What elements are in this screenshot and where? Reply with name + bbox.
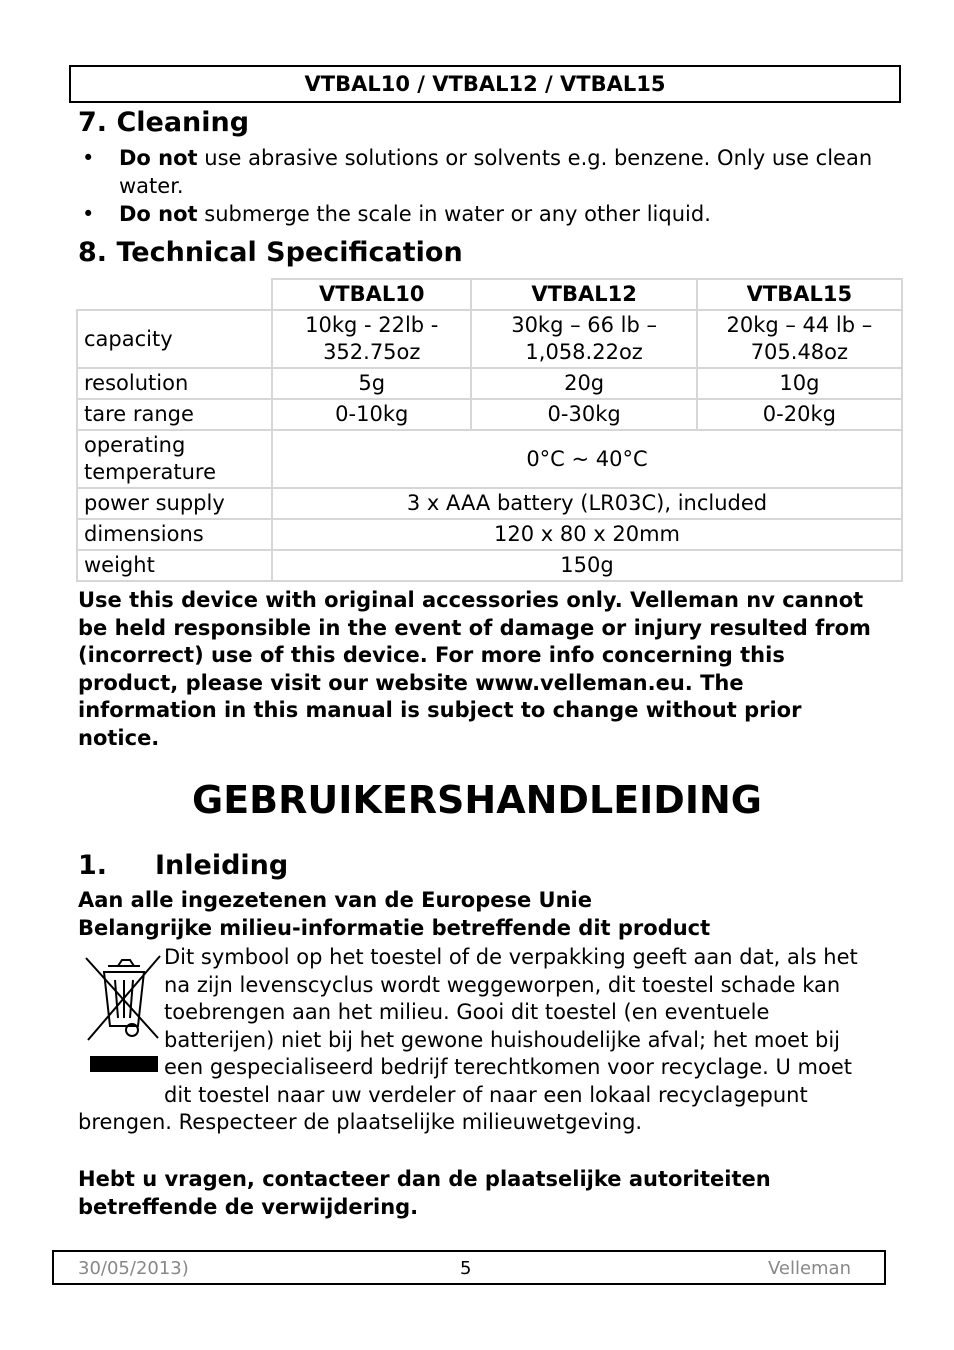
footer-date: 30/05/2013) <box>78 1258 189 1279</box>
page-footer <box>52 1250 886 1285</box>
table-row <box>77 399 902 430</box>
intro-heading <box>78 850 288 881</box>
cell: 10kg - 22lb - 352.75oz <box>272 310 471 368</box>
model-header <box>69 65 901 103</box>
table-row <box>77 550 902 581</box>
row-label: power supply <box>77 488 272 519</box>
cell: 120 x 80 x 20mm <box>272 519 902 550</box>
page-number: 5 <box>460 1258 472 1279</box>
spec-heading: 8. Technical Specification <box>78 237 463 268</box>
row-label: dimensions <box>77 519 272 550</box>
eu-heading: Aan alle ingezetenen van de Europese Unie <box>78 888 592 912</box>
spec-header-row <box>77 279 902 310</box>
col-header: VTBAL10 <box>272 279 471 310</box>
cell: 10g <box>697 368 902 399</box>
intro-number: 1. <box>78 850 108 881</box>
cell: 20g <box>471 368 696 399</box>
row-label: weight <box>77 550 272 581</box>
row-label: resolution <box>77 368 272 399</box>
row-label: tare range <box>77 399 272 430</box>
contact-paragraph: Hebt u vragen, contacteer dan de plaatselijke autoriteiten betreffende de verwijdering. <box>78 1167 771 1219</box>
env-heading: Belangrijke milieu-informatie betreffende dit product <box>78 916 711 940</box>
row-label: operating temperature <box>77 430 272 488</box>
cell: 5g <box>272 368 471 399</box>
table-row <box>77 310 902 368</box>
spec-table <box>76 278 903 582</box>
cell: 30kg – 66 lb – 1,058.22oz <box>471 310 696 368</box>
table-row <box>77 519 902 550</box>
document-title: GEBRUIKERSHANDLEIDING <box>192 778 762 822</box>
cell: 0°C ~ 40°C <box>272 430 902 488</box>
table-row <box>77 430 902 488</box>
cell: 0-20kg <box>697 399 902 430</box>
row-label: capacity <box>77 310 272 368</box>
weee-text: Dit symbool op het toestel of de verpakking geeft aan dat, als het na zijn levenscyclus wordt weggeworpen, dit toestel schade kan toebrengen aan het milieu. Gooi dit toestel (en eventuele batterijen) niet bij het gewone huishoudelijke afval; het moet bij een gespecialiseerd bedrijf terechtkomen voor recyclage. U moet dit toestel naar uw verdeler of naar een lokaal recyclagepunt brengen. Respecteer de plaatselijke milieuwetgeving. <box>78 945 858 1134</box>
cleaning-bullet: • Do not submerge the scale in water or any other liquid. <box>78 200 898 228</box>
cell: 3 x AAA battery (LR03C), included <box>272 488 902 519</box>
footer-brand: Velleman <box>767 1258 851 1279</box>
crossed-out-wheelie-bin-icon <box>82 952 162 1076</box>
cleaning-bullet: • Do not use abrasive solutions or solvents e.g. benzene. Only use clean water. <box>78 144 898 200</box>
col-header: VTBAL12 <box>471 279 696 310</box>
model-header-text: VTBAL10 / VTBAL12 / VTBAL15 <box>304 72 666 96</box>
cleaning-list <box>78 144 898 228</box>
intro-title: Inleiding <box>155 850 289 881</box>
cleaning-heading: 7. Cleaning <box>78 107 250 138</box>
table-row <box>77 368 902 399</box>
cell: 0-10kg <box>272 399 471 430</box>
warning-paragraph: Use this device with original accessories only. Velleman nv cannot be held responsible in the event of damage or injury resulted from (incorrect) use of this device. For more info concerning this product, please visit our website www.velleman.eu. The information in this manual is subject to change without prior notice. <box>78 588 871 750</box>
cell: 150g <box>272 550 902 581</box>
weee-paragraph <box>78 944 884 1137</box>
cell: 20kg – 44 lb – 705.48oz <box>697 310 902 368</box>
cell: 0-30kg <box>471 399 696 430</box>
col-header: VTBAL15 <box>697 279 902 310</box>
table-row <box>77 488 902 519</box>
